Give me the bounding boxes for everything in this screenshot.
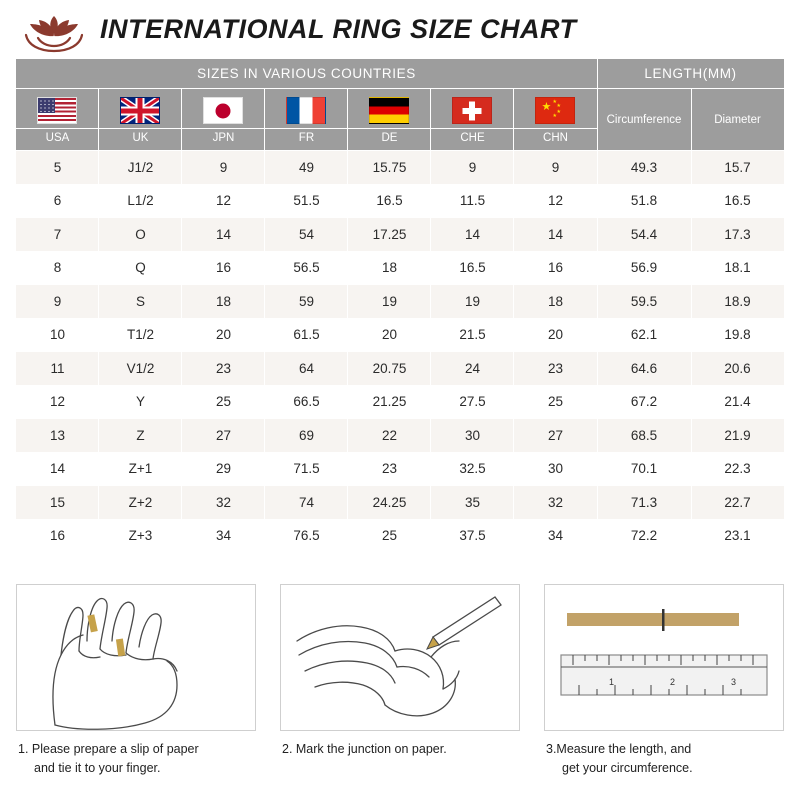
step-3-line-2: get your circumference.	[562, 760, 693, 775]
table-cell: 70.1	[597, 452, 691, 486]
table-cell: 21.5	[431, 318, 514, 352]
table-cell: 61.5	[265, 318, 348, 352]
table-cell: 30	[431, 419, 514, 453]
table-cell: 9	[182, 151, 265, 185]
table-cell: 20.75	[348, 352, 431, 386]
table-cell: 18.9	[691, 285, 784, 319]
table-cell: 49	[265, 151, 348, 185]
instruction-step-3-caption	[544, 740, 784, 778]
instruction-step-1	[16, 584, 256, 778]
table-cell: 21.9	[691, 419, 784, 453]
table-cell: 16.5	[431, 251, 514, 285]
table-cell: 16	[182, 251, 265, 285]
flag-cell-fr	[265, 89, 348, 129]
switzerland-flag-icon	[452, 97, 492, 124]
table-cell: 49.3	[597, 151, 691, 185]
table-cell: 34	[182, 519, 265, 553]
table-cell: 56.9	[597, 251, 691, 285]
table-cell: 12	[514, 184, 597, 218]
table-cell: 71.5	[265, 452, 348, 486]
table-cell: Z	[99, 419, 182, 453]
table-cell: V1/2	[99, 352, 182, 386]
france-flag-icon	[286, 97, 326, 124]
table-cell: 15.75	[348, 151, 431, 185]
table-cell: 32	[182, 486, 265, 520]
country-label-chn: CHN	[514, 129, 597, 151]
instruction-step-3	[544, 584, 784, 778]
table-cell: 17.25	[348, 218, 431, 252]
table-cell: 30	[514, 452, 597, 486]
table-cell: 37.5	[431, 519, 514, 553]
table-cell: 22.3	[691, 452, 784, 486]
country-label-jpn: JPN	[182, 129, 265, 151]
flag-cell-de	[348, 89, 431, 129]
table-cell: 19	[431, 285, 514, 319]
table-cell: 12	[182, 184, 265, 218]
table-cell: 76.5	[265, 519, 348, 553]
group-header-countries: SIZES IN VARIOUS COUNTRIES	[16, 59, 597, 89]
length-header-circumference: Circumference	[597, 89, 691, 151]
table-cell: Q	[99, 251, 182, 285]
country-label-che: CHE	[431, 129, 514, 151]
uk-flag-icon	[120, 97, 160, 124]
table-cell: 21.25	[348, 385, 431, 419]
table-cell: 17.3	[691, 218, 784, 252]
table-cell: 35	[431, 486, 514, 520]
table-cell: 54.4	[597, 218, 691, 252]
table-row	[16, 419, 784, 453]
table-cell: 64	[265, 352, 348, 386]
table-cell: 16	[514, 251, 597, 285]
page-header	[0, 0, 800, 58]
table-cell: 32	[514, 486, 597, 520]
table-row	[16, 452, 784, 486]
table-cell: Z+1	[99, 452, 182, 486]
table-cell: 19	[348, 285, 431, 319]
length-header-diameter: Diameter	[691, 89, 784, 151]
table-cell: 18	[182, 285, 265, 319]
svg-text:2: 2	[670, 677, 676, 687]
table-cell: S	[99, 285, 182, 319]
table-row	[16, 218, 784, 252]
table-cell: 22.7	[691, 486, 784, 520]
table-cell: 24.25	[348, 486, 431, 520]
step-1-line-1: 1. Please prepare a slip of paper	[18, 742, 199, 756]
table-cell: 8	[16, 251, 99, 285]
table-cell: 6	[16, 184, 99, 218]
table-cell: 27	[514, 419, 597, 453]
ring-size-table	[15, 58, 784, 553]
hand-paper-strip-illustration-icon	[16, 584, 256, 731]
table-row	[16, 151, 784, 185]
table-row	[16, 318, 784, 352]
table-cell: 51.5	[265, 184, 348, 218]
table-cell: J1/2	[99, 151, 182, 185]
table-row	[16, 285, 784, 319]
page-title: INTERNATIONAL RING SIZE CHART	[100, 13, 577, 44]
germany-flag-icon	[369, 97, 409, 124]
table-cell: 68.5	[597, 419, 691, 453]
table-cell: 25	[348, 519, 431, 553]
table-cell: 20.6	[691, 352, 784, 386]
svg-text:3: 3	[731, 677, 737, 687]
table-flag-row	[16, 89, 784, 129]
usa-flag-icon	[37, 97, 77, 124]
country-label-uk: UK	[99, 129, 182, 151]
table-cell: 11	[16, 352, 99, 386]
table-cell: 14	[514, 218, 597, 252]
table-group-header-row	[16, 59, 784, 89]
table-cell: L1/2	[99, 184, 182, 218]
step-2-line-1: 2. Mark the junction on paper.	[282, 742, 447, 756]
table-cell: 9	[16, 285, 99, 319]
table-cell: 18	[514, 285, 597, 319]
table-cell: 12	[16, 385, 99, 419]
table-cell: 19.8	[691, 318, 784, 352]
table-cell: 16.5	[348, 184, 431, 218]
country-label-usa: USA	[16, 129, 99, 151]
table-cell: 20	[182, 318, 265, 352]
table-cell: T1/2	[99, 318, 182, 352]
table-cell: 71.3	[597, 486, 691, 520]
step-3-line-1: 3.Measure the length, and	[546, 742, 692, 756]
table-cell: 27	[182, 419, 265, 453]
instruction-step-2	[280, 584, 520, 778]
table-cell: 32.5	[431, 452, 514, 486]
group-header-length: LENGTH(MM)	[597, 59, 784, 89]
table-cell: 16.5	[691, 184, 784, 218]
china-flag-icon: ★ ★ ★ ★ ★	[535, 97, 575, 124]
table-cell: 15	[16, 486, 99, 520]
table-cell: 14	[182, 218, 265, 252]
flag-cell-che	[431, 89, 514, 129]
table-cell: 54	[265, 218, 348, 252]
table-cell: 25	[514, 385, 597, 419]
instructions-section	[16, 584, 784, 778]
table-body	[16, 151, 784, 553]
table-cell: 51.8	[597, 184, 691, 218]
table-cell: 7	[16, 218, 99, 252]
flag-cell-jpn	[182, 89, 265, 129]
flag-cell-chn	[514, 89, 597, 129]
table-cell: 67.2	[597, 385, 691, 419]
table-cell: 5	[16, 151, 99, 185]
table-cell: 10	[16, 318, 99, 352]
table-cell: 16	[16, 519, 99, 553]
hand-pen-mark-illustration-icon	[280, 584, 520, 731]
table-cell: 18.1	[691, 251, 784, 285]
table-cell: 72.2	[597, 519, 691, 553]
table-cell: 66.5	[265, 385, 348, 419]
lotus-meditation-logo-icon	[18, 4, 90, 54]
ruler-measure-illustration-icon	[544, 584, 784, 731]
table-cell: 21.4	[691, 385, 784, 419]
table-row	[16, 184, 784, 218]
table-cell: 25	[182, 385, 265, 419]
instruction-step-1-caption	[16, 740, 256, 778]
table-cell: 56.5	[265, 251, 348, 285]
table-cell: 15.7	[691, 151, 784, 185]
table-cell: 29	[182, 452, 265, 486]
table-cell: 20	[348, 318, 431, 352]
table-cell: 14	[431, 218, 514, 252]
table-cell: 22	[348, 419, 431, 453]
table-cell: 59	[265, 285, 348, 319]
table-cell: 59.5	[597, 285, 691, 319]
country-label-fr: FR	[265, 129, 348, 151]
table-cell: 69	[265, 419, 348, 453]
table-cell: Z+2	[99, 486, 182, 520]
table-cell: 13	[16, 419, 99, 453]
table-row	[16, 519, 784, 553]
table-cell: 24	[431, 352, 514, 386]
flag-cell-usa	[16, 89, 99, 129]
table-cell: 23	[182, 352, 265, 386]
table-cell: Z+3	[99, 519, 182, 553]
country-label-de: DE	[348, 129, 431, 151]
table-cell: 20	[514, 318, 597, 352]
table-cell: 14	[16, 452, 99, 486]
table-cell: 23	[514, 352, 597, 386]
table-row	[16, 385, 784, 419]
table-row	[16, 486, 784, 520]
flag-cell-uk	[99, 89, 182, 129]
step-1-line-2: and tie it to your finger.	[34, 760, 161, 775]
table-cell: 64.6	[597, 352, 691, 386]
table-cell: 62.1	[597, 318, 691, 352]
table-row	[16, 251, 784, 285]
table-cell: 18	[348, 251, 431, 285]
table-cell: 23.1	[691, 519, 784, 553]
table-cell: Y	[99, 385, 182, 419]
table-row	[16, 352, 784, 386]
table-cell: O	[99, 218, 182, 252]
table-cell: 9	[514, 151, 597, 185]
svg-text:1: 1	[609, 677, 615, 687]
table-cell: 23	[348, 452, 431, 486]
table-cell: 9	[431, 151, 514, 185]
table-cell: 11.5	[431, 184, 514, 218]
table-cell: 74	[265, 486, 348, 520]
instruction-step-2-caption	[280, 740, 520, 759]
japan-flag-icon	[203, 97, 243, 124]
table-cell: 27.5	[431, 385, 514, 419]
table-cell: 34	[514, 519, 597, 553]
